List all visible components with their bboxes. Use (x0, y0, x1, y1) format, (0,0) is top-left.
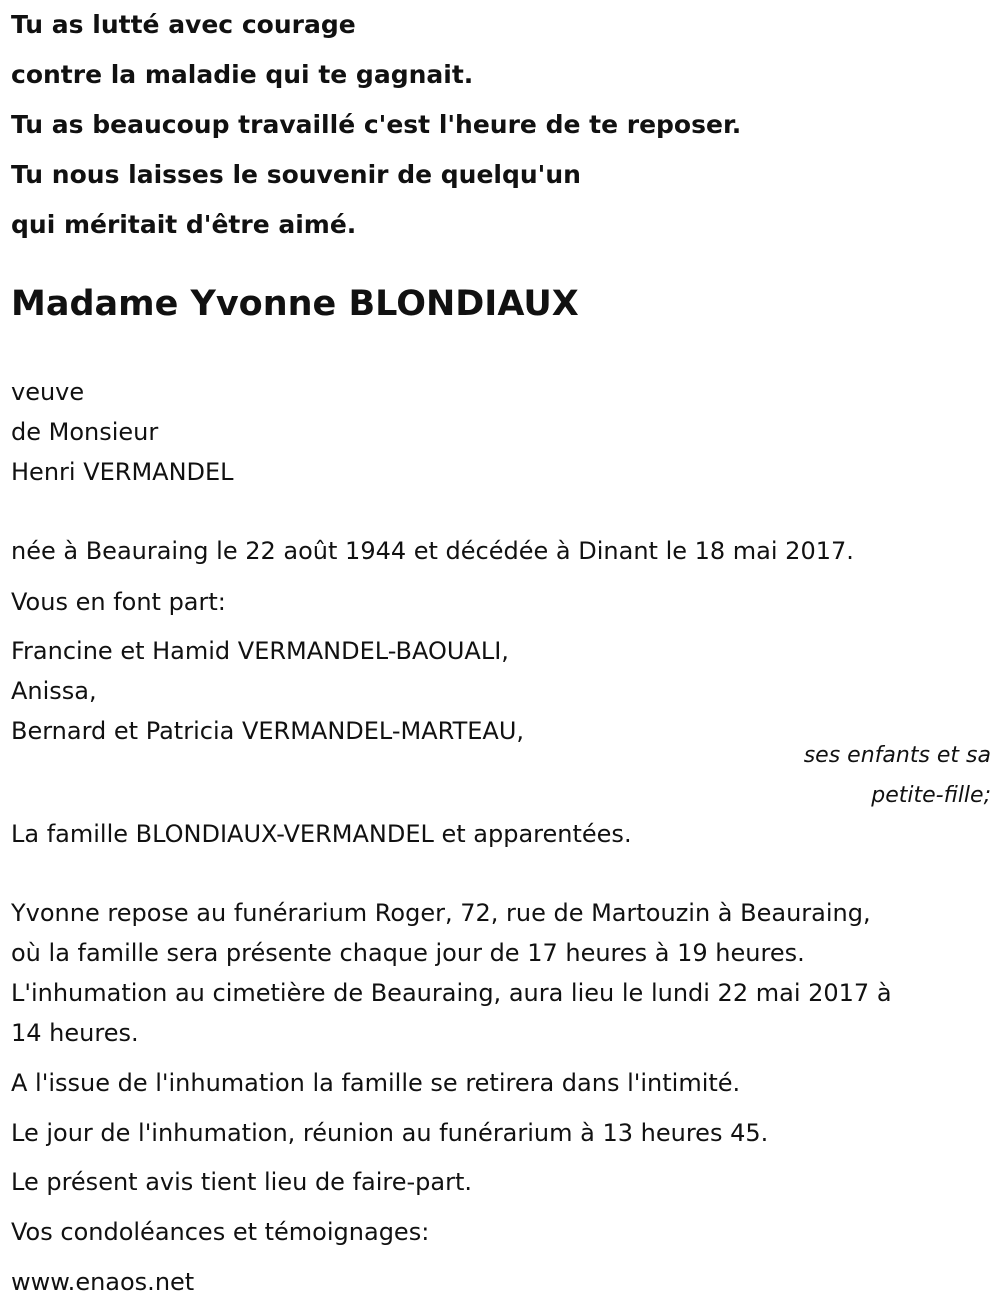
note-retire (11, 1063, 740, 1103)
extended-family (11, 814, 632, 854)
announce-intro (11, 582, 226, 622)
note-text: A l'issue de l'inhumation la famille se retirera dans l'intimité. (11, 1069, 741, 1097)
website (11, 1262, 194, 1302)
funeral-line: Yvonne repose au funérarium Roger, 72, rue de Martouzin à Beauraing, (11, 899, 871, 927)
poem-line: qui méritait d'être aimé. (11, 210, 357, 239)
funeral-line: 14 heures. (11, 1019, 139, 1047)
relation-line: petite-fille; (871, 783, 991, 808)
poem-line: Tu as lutté avec courage (11, 10, 356, 39)
spouse-line: de Monsieur (11, 418, 159, 446)
note-text: Le jour de l'inhumation, réunion au funérarium à 13 heures 45. (11, 1119, 769, 1147)
spouse-block (11, 372, 234, 492)
note-meeting (11, 1113, 768, 1153)
family-member: Bernard et Patricia VERMANDEL-MARTEAU, (11, 717, 525, 745)
announce-intro-text: Vous en font part: (11, 588, 226, 616)
birth-death-line (11, 531, 854, 571)
note-text: Vos condoléances et témoignages: (11, 1218, 430, 1246)
funeral-line: L'inhumation au cimetière de Beauraing, aura lieu le lundi 22 mai 2017 à (11, 979, 892, 1007)
deceased-name: Madame Yvonne BLONDIAUX (11, 284, 579, 324)
poem-line: Tu nous laisses le souvenir de quelqu'un (11, 160, 581, 189)
poem (11, 0, 741, 250)
extended-family-text: La famille BLONDIAUX-VERMANDEL et apparentées. (11, 820, 632, 848)
poem-line: Tu as beaucoup travaillé c'est l'heure de te reposer. (11, 110, 742, 139)
note-faire-part (11, 1162, 472, 1202)
funeral-details (11, 893, 892, 1053)
poem-line: contre la maladie qui te gagnait. (11, 60, 474, 89)
birth-death-text: née à Beauraing le 22 août 1944 et décédée à Dinant le 18 mai 2017. (11, 537, 854, 565)
note-condolences (11, 1212, 429, 1252)
spouse-line: Henri VERMANDEL (11, 458, 234, 486)
relation-line: ses enfants et sa (803, 743, 991, 768)
note-text: Le présent avis tient lieu de faire-part. (11, 1168, 473, 1196)
spouse-line: veuve (11, 378, 85, 406)
website-text: www.enaos.net (11, 1268, 195, 1296)
funeral-line: où la famille sera présente chaque jour de 17 heures à 19 heures. (11, 939, 805, 967)
relation-note (731, 736, 991, 816)
family-list (11, 631, 524, 751)
family-member: Francine et Hamid VERMANDEL-BAOUALI, (11, 637, 509, 665)
family-member: Anissa, (11, 677, 97, 705)
